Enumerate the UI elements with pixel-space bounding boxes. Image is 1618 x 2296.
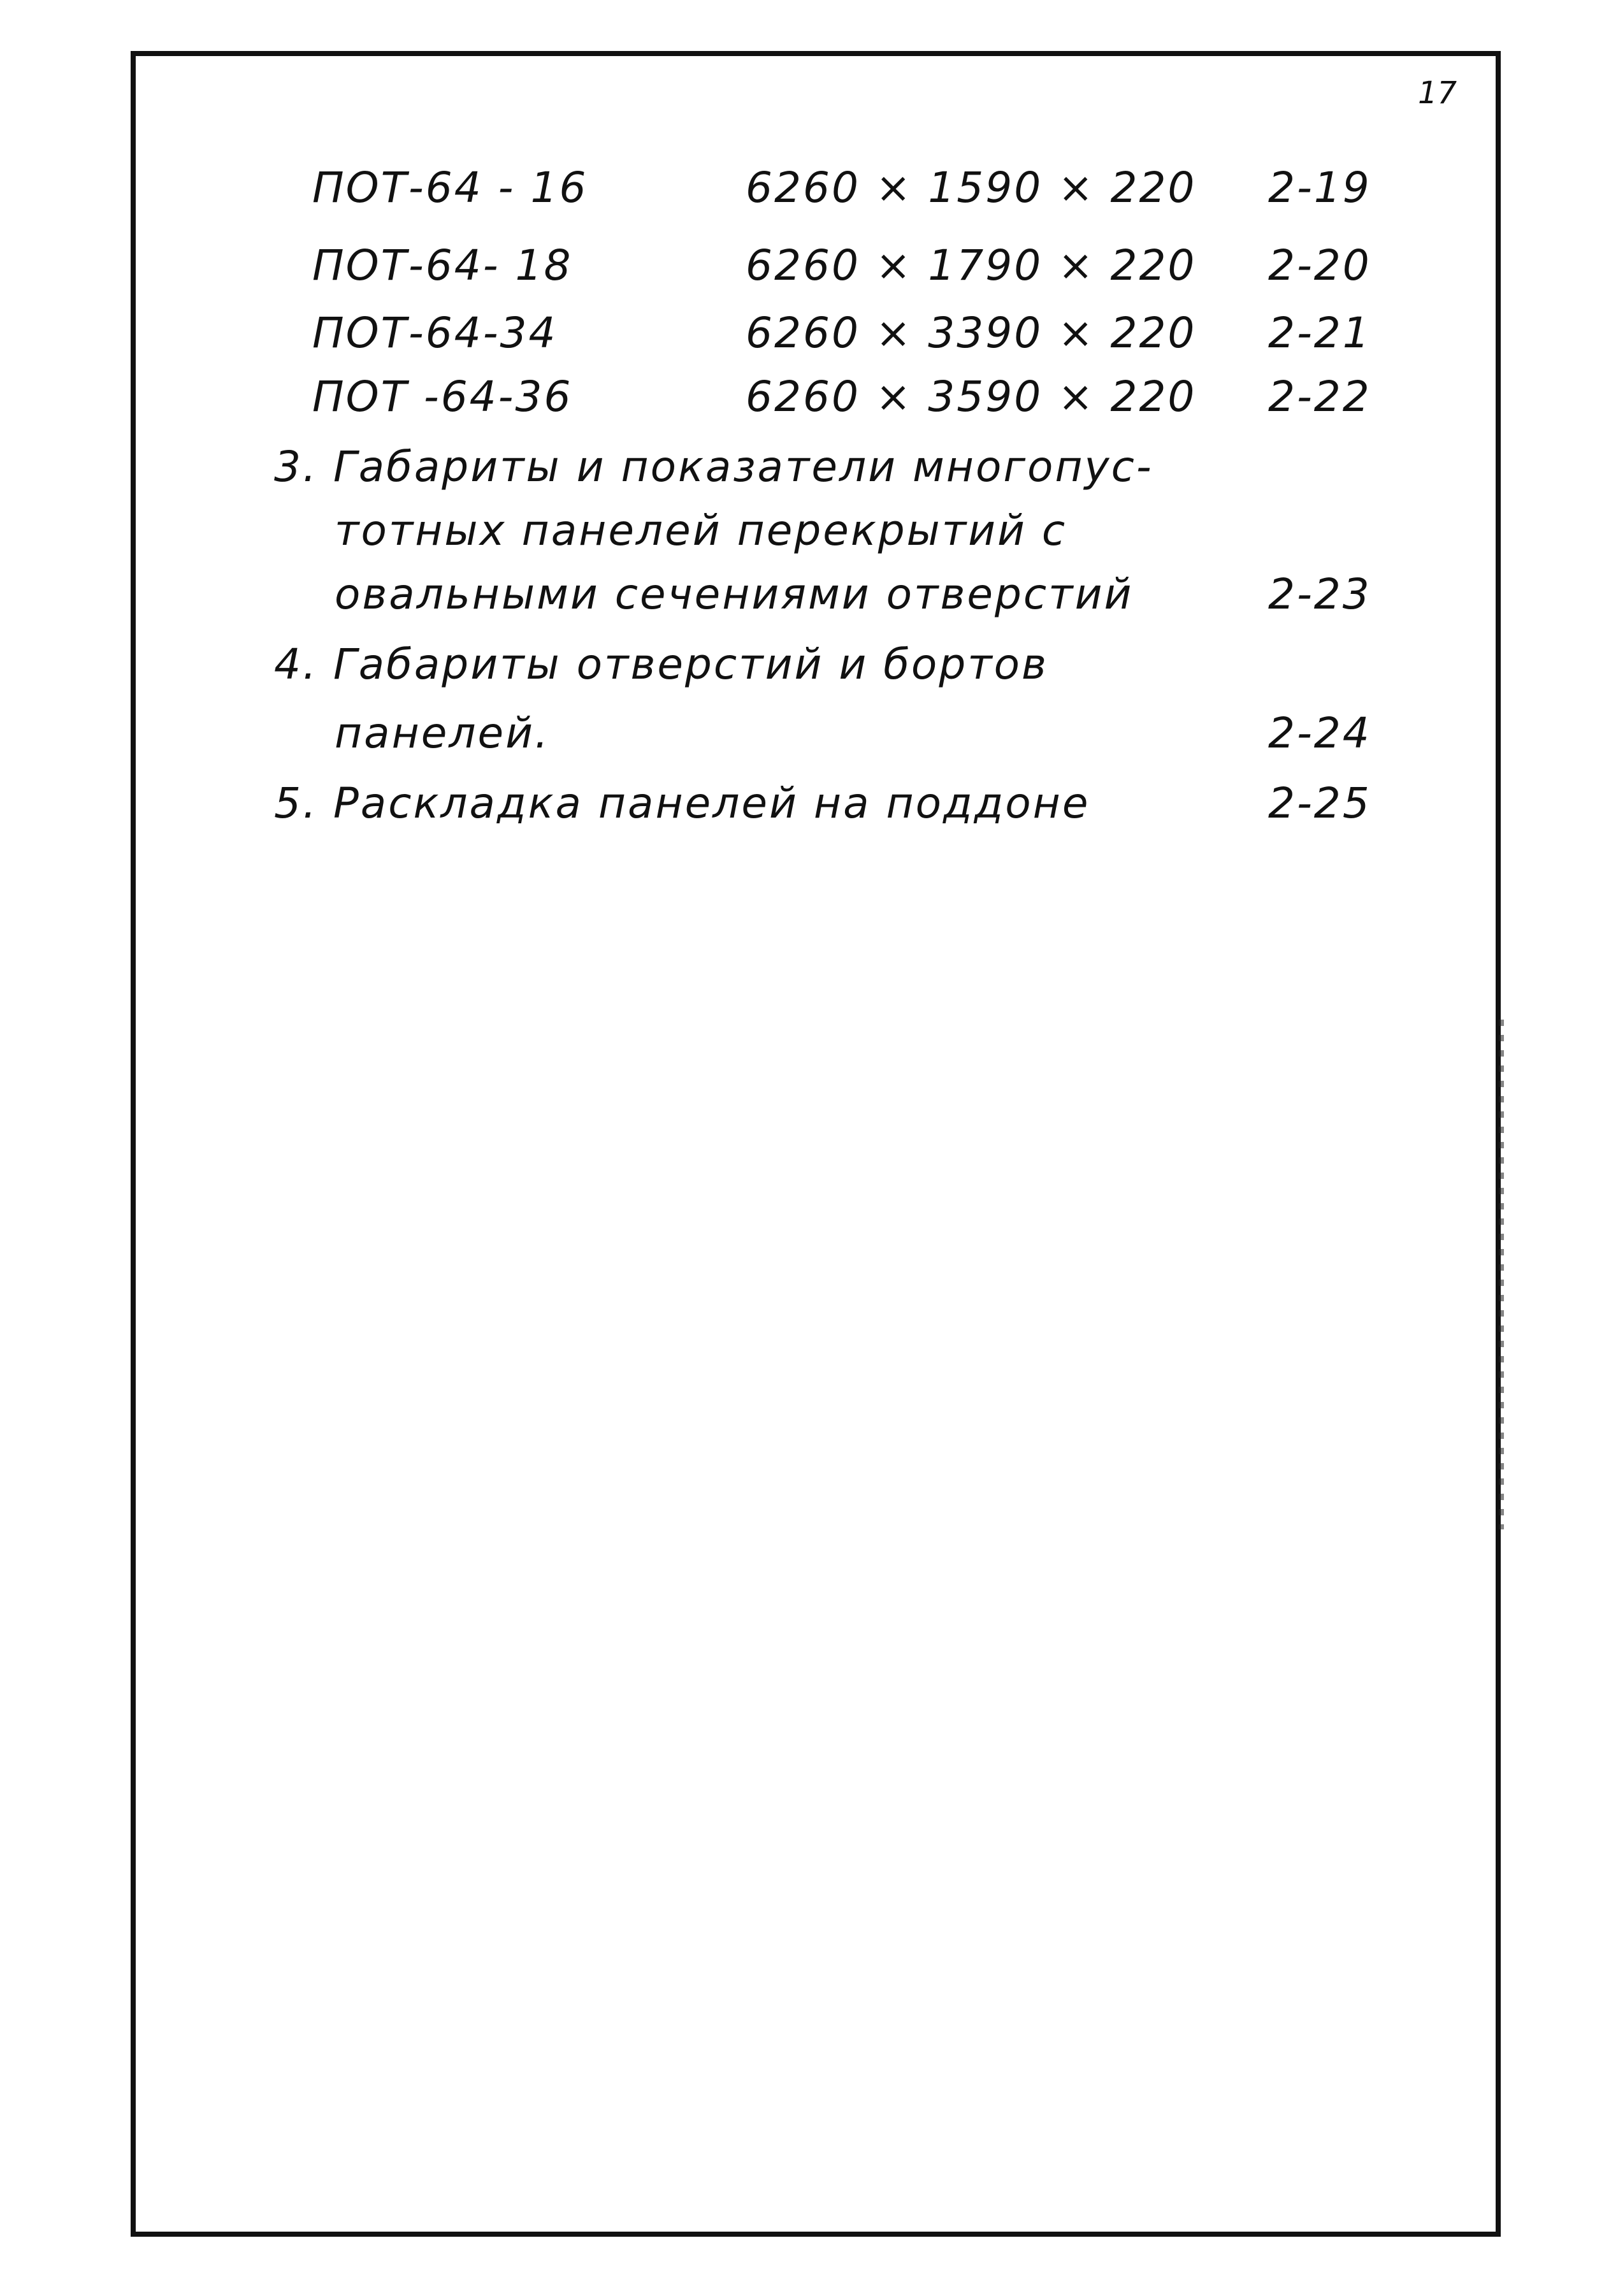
panel-code: ПОТ -64-36	[312, 372, 573, 421]
panel-page-ref: 2-21	[1268, 308, 1371, 357]
section-5-page-ref: 2-25	[1268, 779, 1371, 828]
page-number: 17	[1418, 75, 1457, 111]
section-4-line-1: 4. Габариты отверстий и бортов	[274, 640, 1048, 689]
panel-page-ref: 2-19	[1268, 163, 1371, 212]
section-4-page-ref: 2-24	[1268, 709, 1371, 758]
panel-dimensions: 6260 × 1790 × 220	[746, 241, 1197, 290]
section-5-line-1: 5. Раскладка панелей на поддоне	[274, 779, 1090, 828]
panel-dimensions: 6260 × 3390 × 220	[746, 308, 1197, 357]
section-3-line-3: овальными сечениями отверстий	[335, 570, 1134, 619]
section-3-line-2: тотных панелей перекрытий с	[335, 506, 1067, 555]
panel-page-ref: 2-20	[1268, 241, 1371, 290]
panel-dimensions: 6260 × 1590 × 220	[746, 163, 1197, 212]
panel-page-ref: 2-22	[1268, 372, 1371, 421]
panel-code: ПОТ-64 - 16	[312, 163, 588, 212]
panel-code: ПОТ-64- 18	[312, 241, 573, 290]
section-4-line-2: панелей.	[335, 709, 551, 758]
section-3-page-ref: 2-23	[1268, 570, 1371, 619]
scan-edge-marks	[1499, 1020, 1504, 1529]
panel-code: ПОТ-64-34	[312, 308, 558, 357]
section-3-line-1: 3. Габариты и показатели многопус-	[274, 442, 1153, 491]
panel-dimensions: 6260 × 3590 × 220	[746, 372, 1197, 421]
